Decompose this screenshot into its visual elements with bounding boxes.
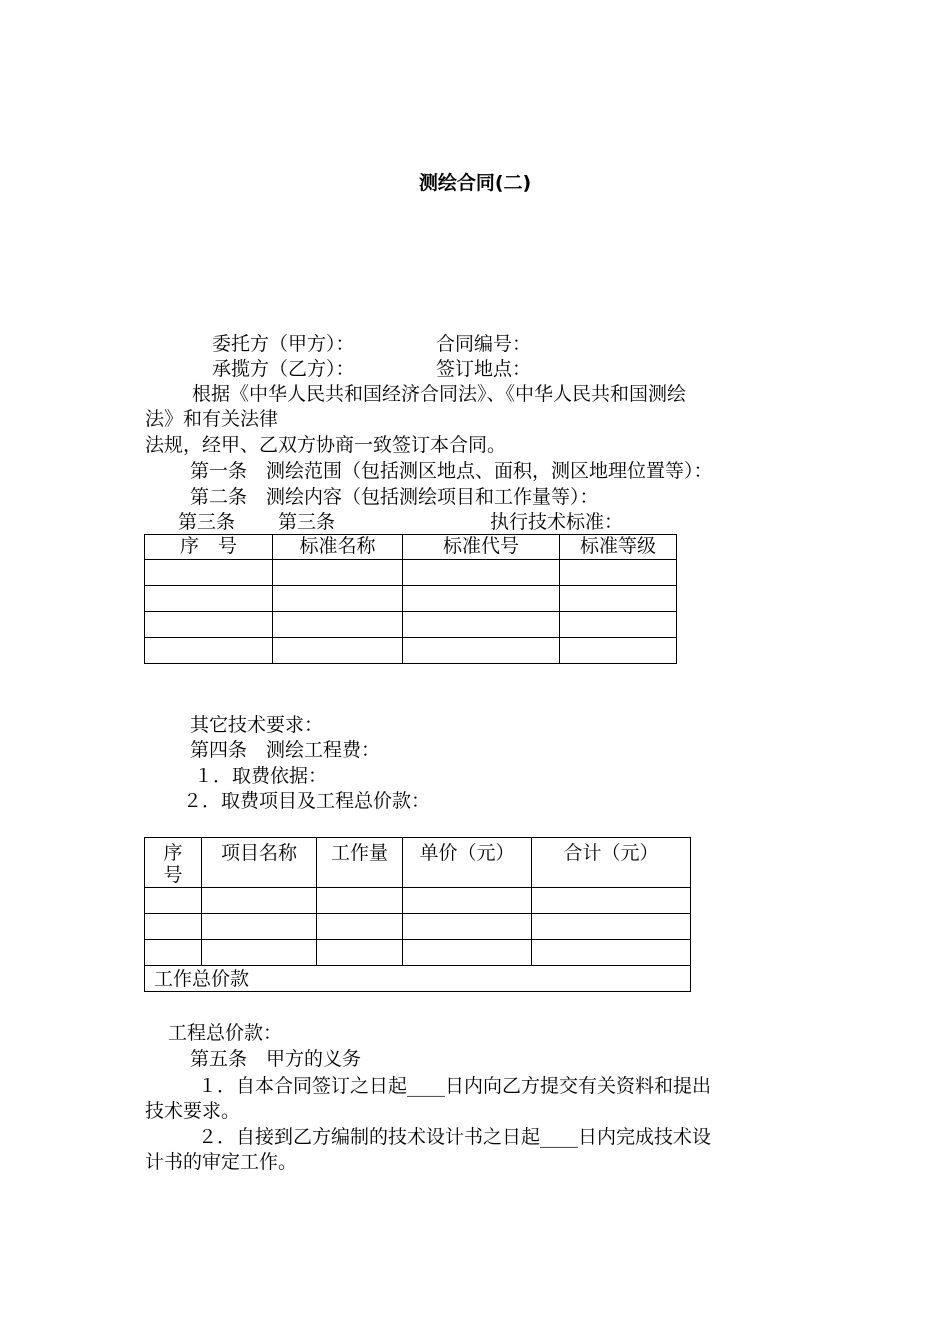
table-cell (145, 586, 273, 612)
table-cell (317, 940, 403, 966)
table-header-cell: 标准名称 (273, 535, 403, 560)
table-cell (532, 914, 691, 940)
fee-items: ２．取费项目及工程总价款： (183, 790, 431, 812)
contract-number-label: 合同编号： (436, 333, 532, 355)
table-cell (145, 638, 273, 664)
table-cell (273, 560, 403, 586)
article-3-standards: 执行技术标准： (490, 511, 624, 533)
table-row (145, 940, 691, 966)
duty-1-line1: １．自本合同签订之日起____日内向乙方提交有关资料和提出 (198, 1075, 712, 1097)
table-cell (145, 940, 202, 966)
fee-table (144, 837, 691, 992)
table-cell (145, 612, 273, 638)
table-header-row (145, 535, 677, 560)
table-total-label: 工作总价款 (145, 966, 691, 992)
table-cell (273, 612, 403, 638)
table-cell (403, 888, 532, 914)
table-total-row (145, 966, 691, 992)
table-header-cell: 单价（元） (403, 838, 532, 888)
table-row (145, 888, 691, 914)
other-requirements: 其它技术要求： (190, 714, 324, 736)
duty-2-line1: ２．自接到乙方编制的技术设计书之日起____日内完成技术设 (198, 1126, 712, 1148)
party-b-label: 承揽方（乙方）： (212, 358, 355, 380)
table-cell (273, 586, 403, 612)
table-cell (560, 560, 677, 586)
article-4: 第四条 测绘工程费： (190, 739, 381, 761)
table-cell (532, 940, 691, 966)
table-cell (145, 888, 202, 914)
page-title: 测绘合同(二) (418, 172, 532, 194)
sign-place-label: 签订地点： (436, 358, 532, 380)
intro-paragraph-line1: 根据《中华人民共和国经济合同法》、《中华人民共和国测绘 (192, 383, 687, 405)
table-cell (403, 612, 560, 638)
table-cell (317, 914, 403, 940)
total-price-label: 工程总价款： (168, 1022, 283, 1044)
table-cell (560, 612, 677, 638)
intro-paragraph-line2: 法》和有关法律 (145, 408, 279, 430)
table-header-cell: 序号 (145, 838, 202, 888)
standards-table (144, 534, 677, 664)
table-cell (202, 940, 317, 966)
article-3-label-repeat: 第三条 (278, 511, 336, 533)
article-5: 第五条 甲方的义务 (190, 1048, 362, 1070)
duty-1-line2: 技术要求。 (145, 1100, 241, 1122)
table-header-cell: 工作量 (317, 838, 403, 888)
table-row (145, 612, 677, 638)
table-header-cell: 标准等级 (560, 535, 677, 560)
table-cell (145, 560, 273, 586)
table-cell (273, 638, 403, 664)
article-1: 第一条 测绘范围（包括测区地点、面积，测区地理位置等）： (190, 460, 713, 482)
table-cell (202, 914, 317, 940)
article-2: 第二条 测绘内容（包括测绘项目和工作量等）： (190, 486, 599, 508)
article-3-label: 第三条 (178, 511, 236, 533)
table-cell (403, 940, 532, 966)
table-cell (560, 638, 677, 664)
table-header-row (145, 838, 691, 888)
table-cell (560, 586, 677, 612)
table-cell (145, 914, 202, 940)
table-cell (317, 888, 403, 914)
table-cell (403, 914, 532, 940)
table-row (145, 914, 691, 940)
table-row (145, 638, 677, 664)
party-a-label: 委托方（甲方）： (212, 333, 355, 355)
table-header-cell: 项目名称 (202, 838, 317, 888)
table-header-cell: 序 号 (145, 535, 273, 560)
table-cell (403, 638, 560, 664)
table-cell (403, 560, 560, 586)
fee-basis: １．取费依据： (194, 765, 328, 787)
table-cell (202, 888, 317, 914)
intro-paragraph-line3: 法规，经甲、乙双方协商一致签订本合同。 (145, 434, 507, 456)
table-row (145, 586, 677, 612)
duty-2-line2: 计书的审定工作。 (145, 1151, 298, 1173)
table-header-cell: 合计（元） (532, 838, 691, 888)
table-row (145, 560, 677, 586)
table-header-cell: 标准代号 (403, 535, 560, 560)
table-cell (403, 586, 560, 612)
table-cell (532, 888, 691, 914)
